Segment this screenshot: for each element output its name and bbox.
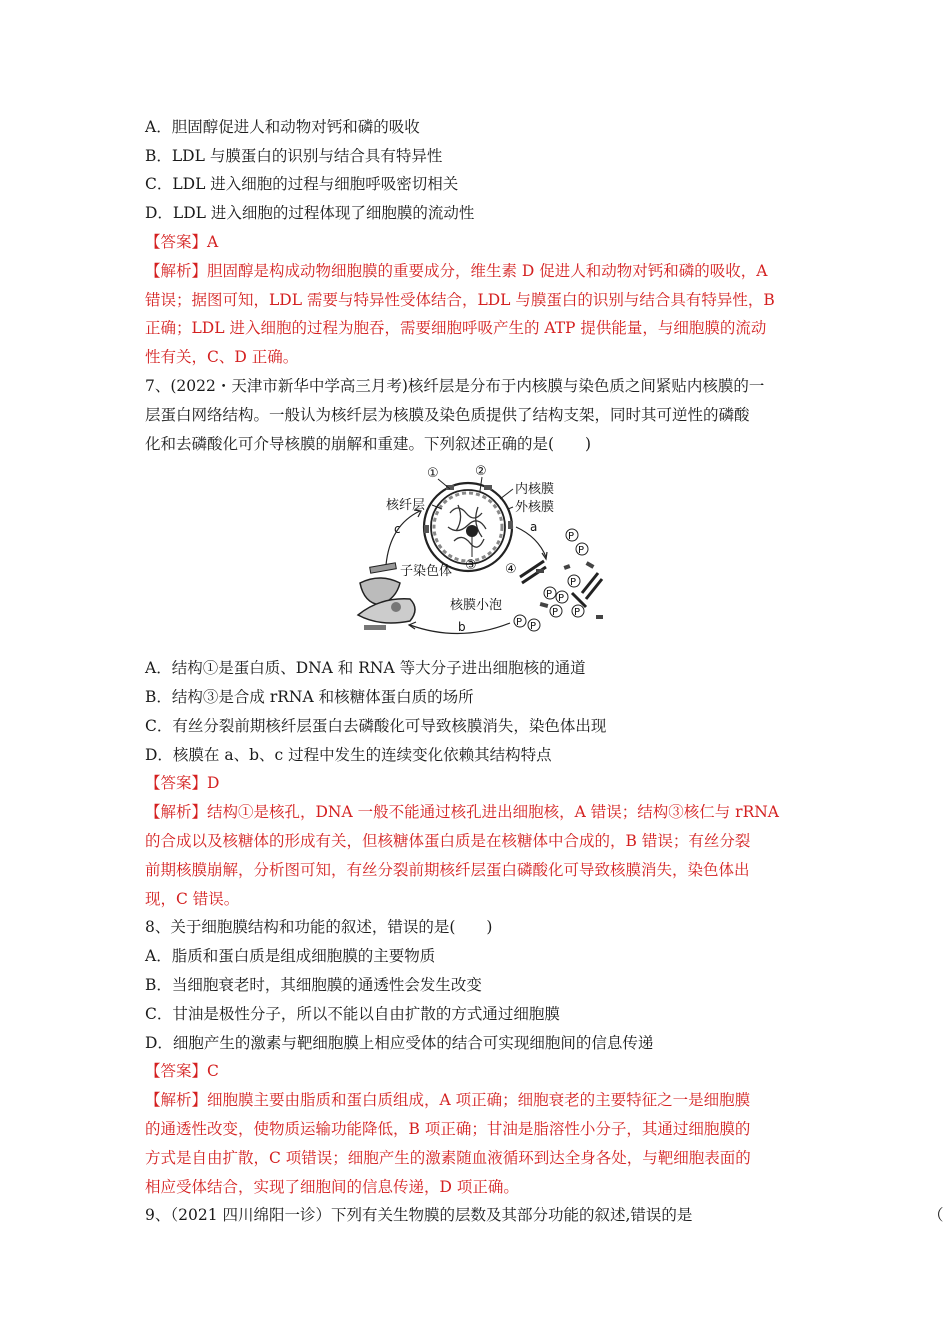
q7-answer: 【答案】D [145, 774, 220, 792]
q8-option-c: C．甘油是极性分子，所以不能以自由扩散的方式通过细胞膜 [145, 1005, 560, 1023]
q7-analysis-line: 现，C 错误。 [145, 890, 240, 908]
q6-option-c: C．LDL 进入细胞的过程与细胞呼吸密切相关 [145, 175, 459, 193]
vesicle-shape [364, 625, 386, 630]
label-circle-1: ① [427, 466, 439, 481]
phosphate-label: P [546, 589, 553, 600]
q7-analysis-line: 前期核膜崩解，分析图可知，有丝分裂前期核纤层蛋白磷酸化可导致核膜消失，染色体出 [145, 861, 750, 879]
arrow-c-shape [386, 511, 420, 565]
chromatin-shape [448, 505, 486, 547]
q7-stem-line: 7、(2022・天津市新华中学高三月考)核纤层是分布于内核膜与染色质之间紧贴内核膜的一 [145, 377, 765, 395]
q8-option-a: A．脂质和蛋白质是组成细胞膜的主要物质 [145, 947, 436, 965]
q7-stem-line: 层蛋白网络结构。一般认为核纤层为核膜及染色质提供了结构支架，同时其可逆性的磷酸 [145, 406, 750, 424]
q6-option-a: A．胆固醇促进人和动物对钙和磷的吸收 [145, 118, 420, 136]
q7-option-c: C．有丝分裂前期核纤层蛋白去磷酸化可导致核膜消失，染色体出现 [145, 717, 607, 735]
q9-trailing-paren: （ [928, 1206, 944, 1224]
label-circle-2: ② [475, 465, 487, 479]
q6-analysis-line: 【解析】胆固醇是构成动物细胞膜的重要成分，维生素 D 促进人和动物对钙和磷的吸收，A [145, 262, 768, 280]
q8-analysis-line: 【解析】细胞膜主要由脂质和蛋白质组成，A 项正确；细胞衰老的主要特征之一是细胞膜 [145, 1091, 751, 1109]
q6-answer: 【答案】A [145, 233, 219, 251]
phosphate-label: P [530, 621, 537, 632]
phosphate-label: P [516, 617, 523, 628]
nuclear-pore-shape [446, 485, 454, 490]
q8-option-d: D．细胞产生的激素与靶细胞膜上相应受体的结合可实现细胞间的信息传递 [145, 1034, 654, 1052]
phosphate-label: P [578, 545, 585, 556]
label-circle-3: ③ [465, 558, 477, 573]
reforming-membrane-shape [358, 599, 415, 623]
label-arrow-c: c [394, 522, 401, 536]
phosphate-label: P [568, 531, 575, 542]
label-inner-membrane: 内核膜 [515, 482, 555, 497]
nuclear-pore-shape [424, 525, 429, 533]
leader-line [500, 489, 513, 499]
q7-stem-line: 化和去磷酸化可介导核膜的崩解和重建。下列叙述正确的是( ) [145, 435, 592, 453]
q8-analysis-line: 的通透性改变，使物质运输功能降低，B 项正确；甘油是脂溶性小分子，其通过细胞膜的 [145, 1120, 751, 1138]
label-arrow-b: b [458, 620, 466, 634]
label-circle-4: ④ [505, 562, 517, 577]
q7-analysis-line: 的合成以及核糖体的形成有关，但核糖体蛋白质是在核糖体中合成的，B 错误；有丝分裂 [145, 832, 751, 850]
phosphate-label: P [552, 607, 559, 618]
q6-option-b: B．LDL 与膜蛋白的识别与结合具有特异性 [145, 147, 443, 165]
nuclear-envelope-diagram [350, 465, 612, 640]
nuclear-pore-shape [484, 485, 492, 490]
q8-analysis-line: 相应受体结合，实现了细胞间的信息传递，D 项正确。 [145, 1178, 519, 1196]
phosphate-label: P [558, 593, 565, 604]
q7-analysis-line: 【解析】结构①是核孔，DNA 一般不能通过核孔进出细胞核，A 错误；结构③核仁与 rRNA [145, 803, 779, 821]
q6-option-d: D．LDL 进入细胞的过程体现了细胞膜的流动性 [145, 204, 475, 222]
q8-analysis-line: 方式是自由扩散，C 项错误；细胞产生的激素随血液循环到达全身各处，与靶细胞表面的 [145, 1149, 751, 1167]
nucleolus-shape [466, 525, 478, 537]
label-arrow-a: a [530, 520, 538, 534]
q8-stem: 8、关于细胞膜结构和功能的叙述，错误的是( ) [145, 918, 493, 936]
label-nuclear-lamina: 核纤层 [386, 498, 426, 513]
q8-option-b: B．当细胞衰老时，其细胞膜的通透性会发生改变 [145, 976, 482, 994]
q7-option-b: B．结构③是合成 rRNA 和核糖体蛋白质的场所 [145, 688, 474, 706]
q6-analysis-line: 错误；据图可知，LDL 需要与特异性受体结合，LDL 与膜蛋白的识别与结合具有特异性，B [145, 291, 775, 309]
q7-option-a: A．结构①是蛋白质、DNA 和 RNA 等大分子进出细胞核的通道 [145, 659, 586, 677]
q9-stem: 9、（2021 四川绵阳一诊）下列有关生物膜的层数及其部分功能的叙述,错误的是 [145, 1206, 693, 1224]
leader-line [438, 479, 450, 489]
q6-analysis-line: 性有关，C、D 正确。 [145, 348, 299, 366]
q6-analysis-line: 正确；LDL 进入细胞的过程为胞吞，需要细胞呼吸产生的 ATP 提供能量，与细胞膜的流动 [145, 319, 767, 337]
label-nuclear-vesicle: 核膜小泡 [450, 598, 503, 613]
label-outer-membrane: 外核膜 [515, 500, 555, 515]
q7-option-d: D．核膜在 a、b、c 过程中发生的连续变化依赖其结构特点 [145, 746, 552, 764]
vesicle-shape [370, 563, 397, 573]
vesicle-shape [391, 602, 401, 612]
label-daughter-chromosome: 子染色体 [400, 564, 453, 579]
phosphate-label: P [570, 577, 577, 588]
phosphate-label: P [574, 607, 581, 618]
nuclear-pore-shape [508, 521, 513, 529]
q8-answer: 【答案】C [145, 1062, 219, 1080]
